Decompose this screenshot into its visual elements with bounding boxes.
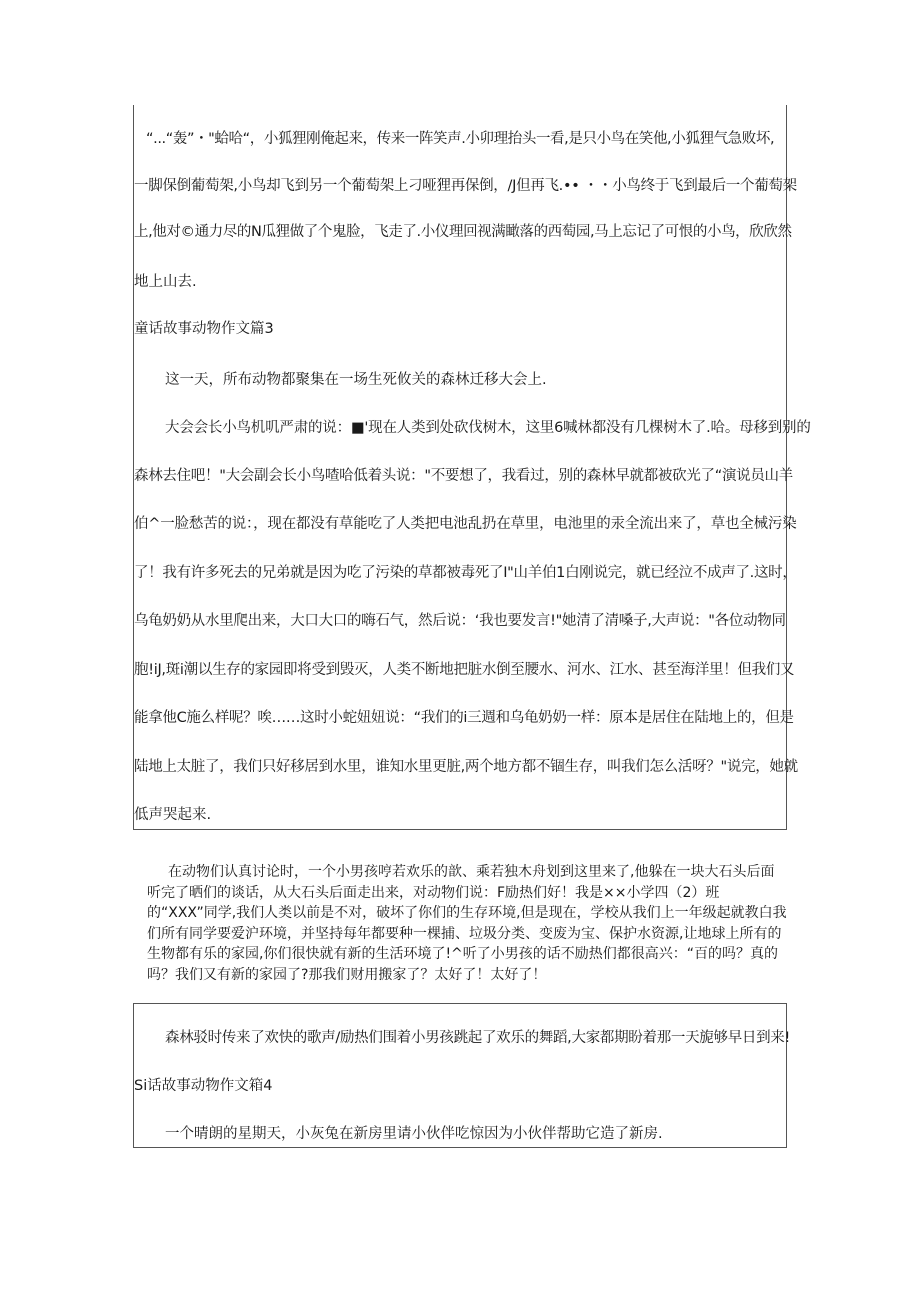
- text-line: 了！我有许多死去的兄弟就是因为吃了污染的草都被毒死了I"山羊伯1白刚说完，就已经泣不成声了.这时，: [134, 565, 797, 581]
- story-paragraph: [147, 862, 787, 985]
- text-line: 森林驳时传来了欢快的歌声/励热们围着小男孩跳起了欢乐的舞蹈,大家都期盼着那一天旎够早日到来!: [165, 1030, 791, 1046]
- section-heading: 童话故事动物作文篇3: [134, 321, 274, 337]
- text-line: 能拿他C施么样呢？唉……这时小蛇妞妞说：“我们的i三週和乌龟奶奶一样：原本是居住在陆地上的，但是: [134, 710, 794, 726]
- text-line: 一个晴朗的星期天，小灰兔在新房里请小伙伴吃惊因为小伙伴帮助它造了新房.: [165, 1126, 663, 1142]
- text-line: 胞!iJ,斑i潮以生存的家园即将受到毁灭，人类不断地把脏水倒至腰水、河水、江水、甚至海洋里！但我们又: [134, 662, 795, 678]
- text-line: “...“轰”・"蛤哈“，小狐狸刚俺起来，传来一阵笑声.小卯理抬头一看,是只小鸟在笑他,小狐狸气急败坏,: [146, 131, 775, 147]
- text-line: 伯^一脸愁苦的说：，现在都没有草能吃了人类把电池乱扔在草里，电池里的汞全流出来了，草也全械污染: [134, 516, 797, 532]
- section-heading: Si话故事动物作文箱4: [134, 1078, 273, 1094]
- text-line: 上,他对©通力尽的N瓜狸做了个鬼脸，飞走了.小仪理回视满瞰落的西萄园,马上忘记了可恨的小鸟，欣欣然: [134, 224, 792, 240]
- text-line: 陆地上太脏了，我们只好移居到水里，谁知水里更脏,两个地方都不锢生存，叫我们怎么活呀？"说完，她就: [134, 759, 798, 775]
- paragraph-text: 在动物们认真讨论时，一个小男孩哼若欢乐的歆、乘若独木舟划到这里来了,他躲在一块大石头后面听完了晒们的谈话，从大石头后面走出来，对动物们说：F励热们好！我是××小学四（2）班的“XXX”同学,我们人类以前是不对，破坏了你们的生存环境,但是现在，学校从我们上一年级起就教白我们所有同学要爱沪环境，并坚持每年都要种一棵捕、垃圾分类、变废为宝、保护水资源,让地球上所有的生物都有乐的家园,你们很快就有新的生活环境了!^听了小男孩的话不励热们都很高兴：“百的吗？真的吗？我们又有新的家园了?那我们财用搬家了？太好了！太好了！: [147, 864, 787, 983]
- text-line: 低声哭起来.: [134, 807, 212, 823]
- text-line: 大会会长小鸟机叽严肃的说：■'现在人类到处砍伐树木，这里6喊林都没有几棵树木了.哈。母移到别的: [165, 420, 811, 436]
- text-line: 一脚保倒葡萄架,小鸟却飞到另一个葡萄架上刁哑狸再保倒，/J但再飞.•• ・・小鸟终于飞到最后一个葡萄架: [134, 178, 797, 194]
- text-line: 地上山去.: [134, 274, 197, 290]
- text-line: 森林去住吧！"大会副会长小鸟喳哈低着头说："不要想了，我看过，别的森林早就都被砍光了“演说员山羊: [134, 468, 793, 484]
- text-line: 乌龟奶奶从水里爬出来，大口大口的嗨石气，然后说：‘我也要发言!"她清了清嗓子,大声说："各位动物同: [134, 613, 786, 629]
- text-line: 这一天，所布动物都聚集在一场生死攸关的森林迁移大会上.: [165, 372, 547, 388]
